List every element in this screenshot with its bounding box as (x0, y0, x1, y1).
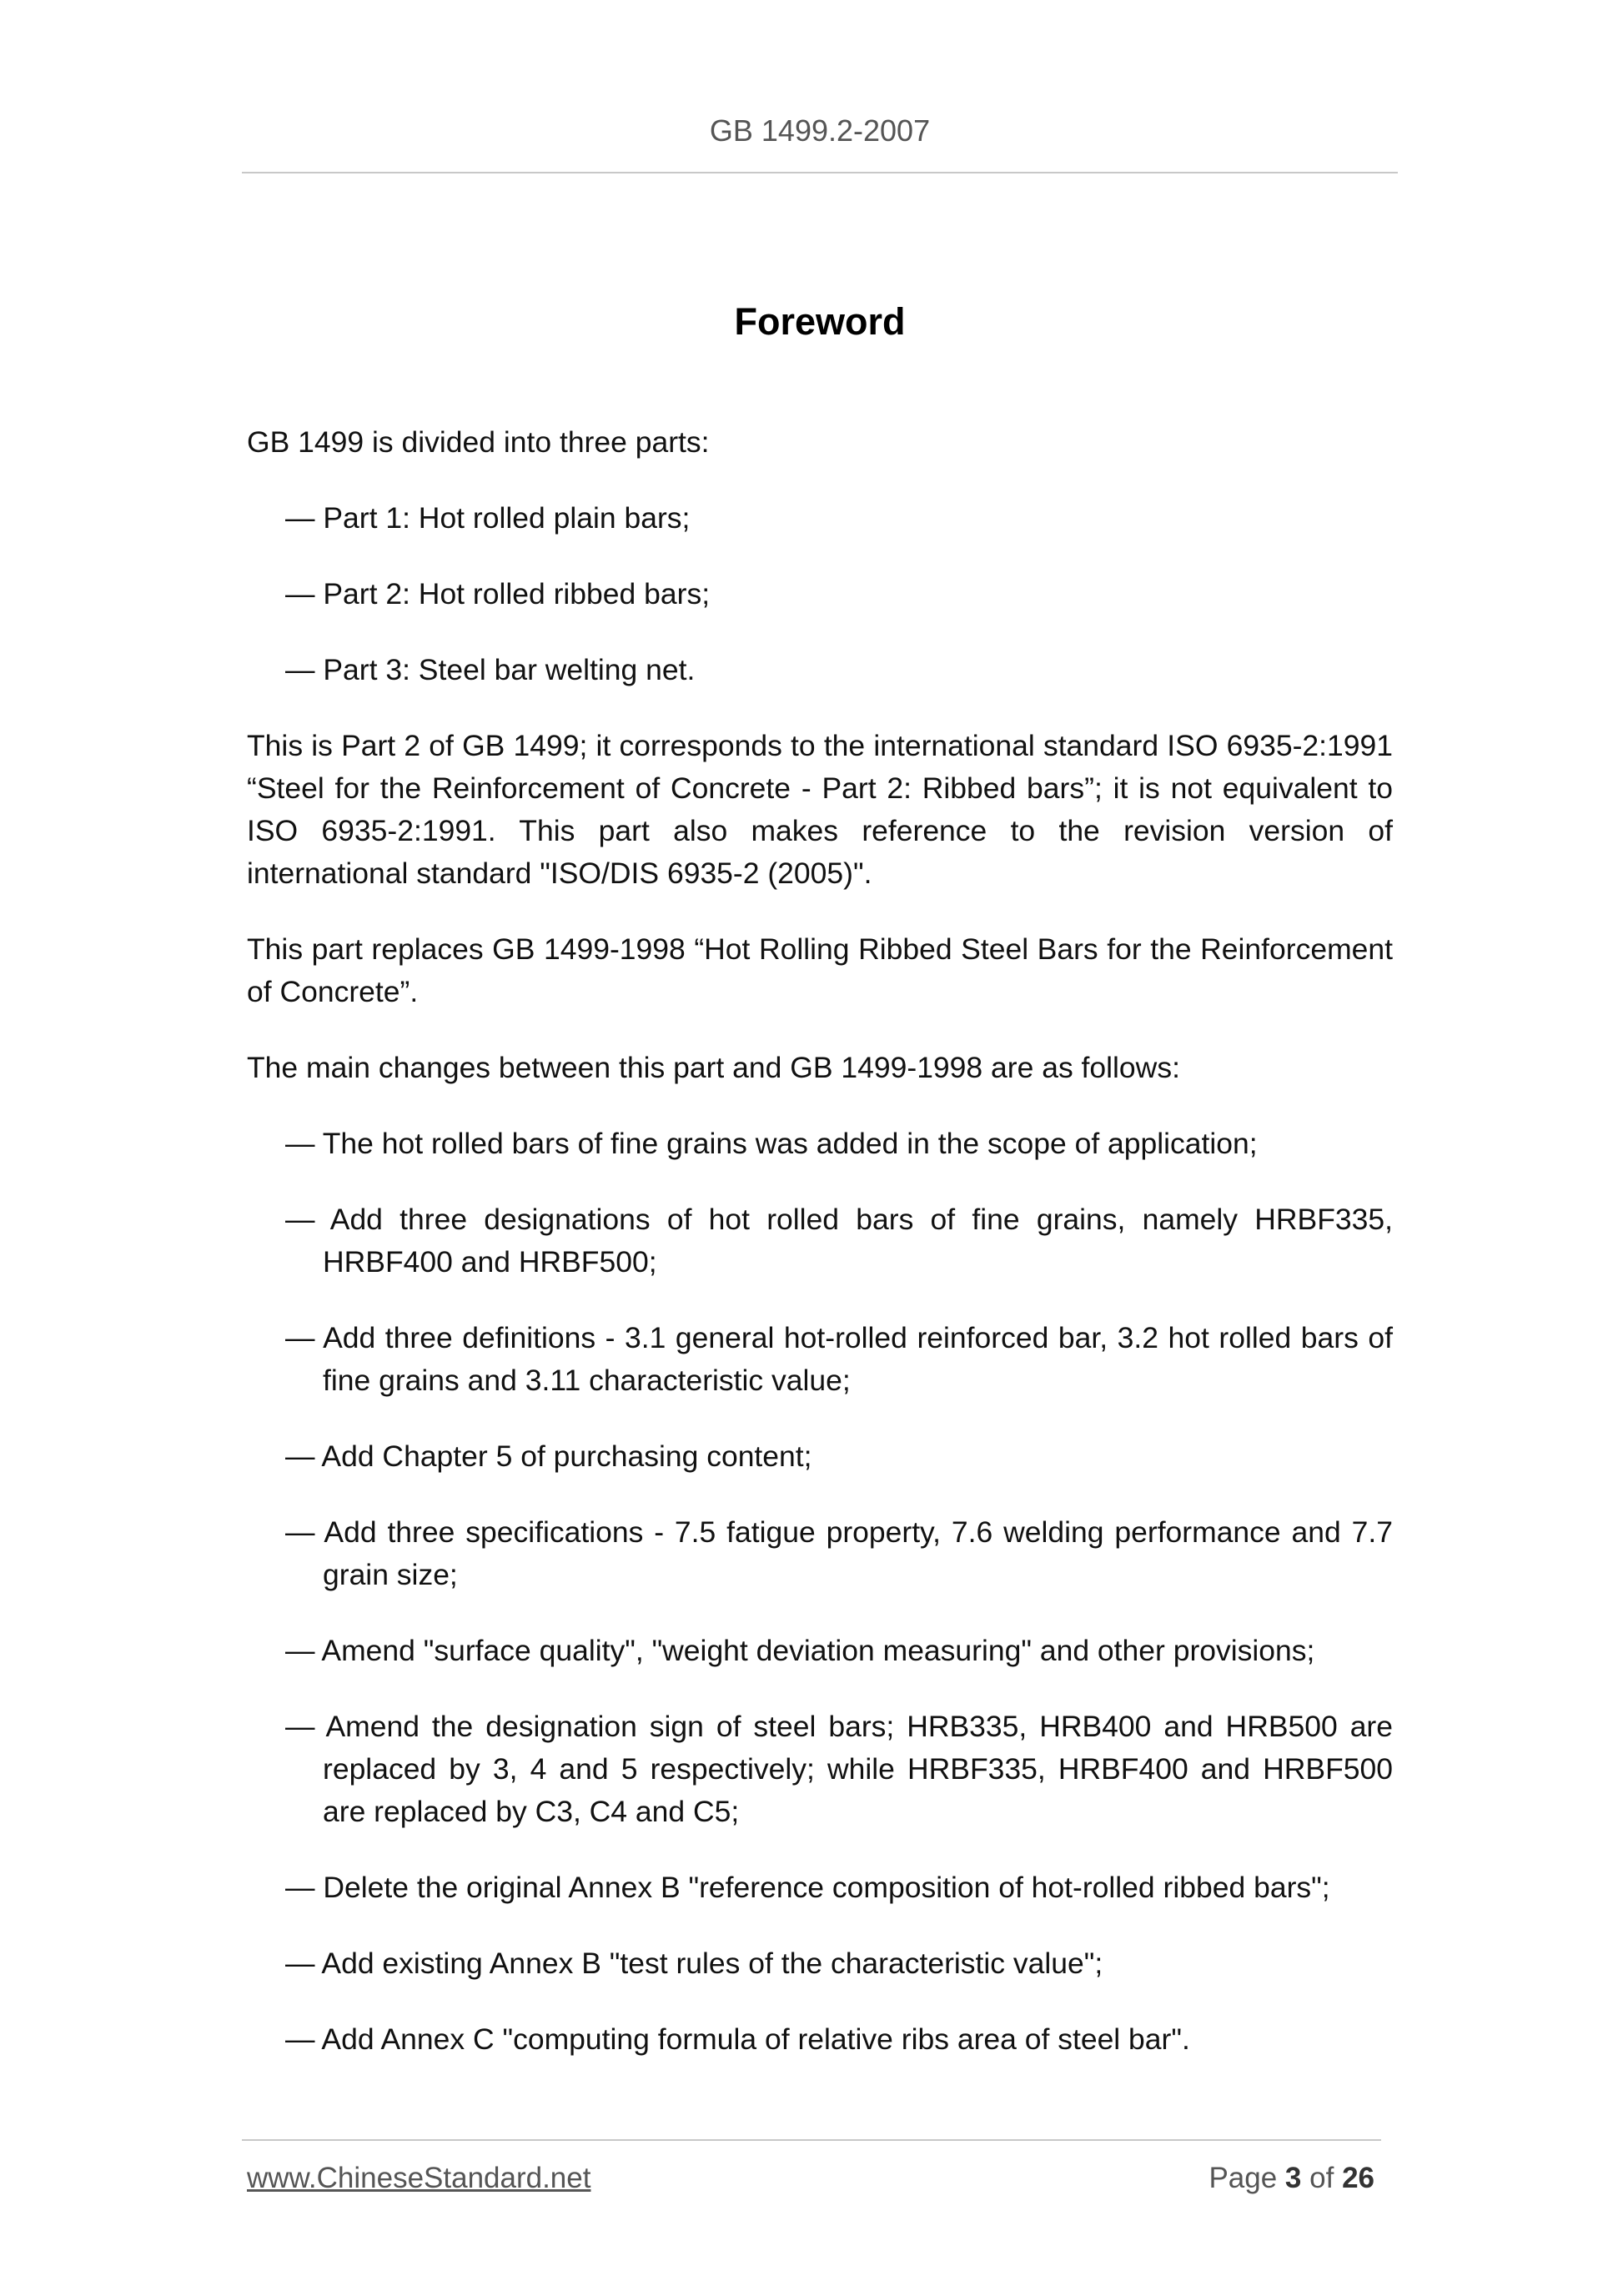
document-body (247, 421, 1393, 2094)
change-list-item: — Add three designations of hot rolled bars of fine grains, namely HRBF335, HRBF400 and HRBF500; (285, 1203, 1393, 1279)
header-divider (242, 172, 1398, 173)
website-link[interactable]: www.ChineseStandard.net (247, 2162, 591, 2194)
change-list-item: — Add Annex C "computing formula of relative ribs area of steel bar". (285, 2022, 1190, 2056)
page-of: of (1309, 2162, 1334, 2194)
page-prefix: Page (1208, 2162, 1278, 2194)
change-list-item: — Add existing Annex B "test rules of the characteristic value"; (285, 1947, 1103, 1980)
change-list-item: — Amend "surface quality", "weight deviation measuring" and other provisions; (285, 1634, 1315, 1667)
intro-paragraph: GB 1499 is divided into three parts: (247, 425, 710, 459)
page-header-standard-code: GB 1499.2-2007 (709, 113, 931, 148)
page-title: Foreword (734, 300, 906, 343)
change-list-item: — Add three definitions - 3.1 general hot-rolled reinforced bar, 3.2 hot rolled bars of fine grains and 3.11 characteristic value; (285, 1321, 1393, 1397)
change-list-item: — The hot rolled bars of fine grains was added in the scope of application; (285, 1127, 1258, 1160)
page-current: 3 (1284, 2162, 1302, 2194)
part-list-item: — Part 2: Hot rolled ribbed bars; (285, 577, 711, 610)
change-list-item: — Add Chapter 5 of purchasing content; (285, 1439, 812, 1473)
replaces-paragraph: This part replaces GB 1499-1998 “Hot Rolling Ribbed Steel Bars for the Reinforcement of Concrete”. (247, 932, 1393, 1008)
changes-intro-paragraph: The main changes between this part and GB 1499-1998 are as follows: (247, 1051, 1180, 1084)
page-number (1208, 2162, 1374, 2195)
part-list-item: — Part 3: Steel bar welting net. (285, 653, 696, 686)
correspondence-paragraph: This is Part 2 of GB 1499; it corresponds to the international standard ISO 6935-2:1991 “Steel for the Reinforcement of Concrete - Part 2: Ribbed bars”; it is not equivalent to ISO 6935-2:1991. This part also makes reference to the revision version of international standard "ISO/DIS 6935-2 (2005)". (247, 729, 1393, 890)
page-total: 26 (1342, 2162, 1374, 2194)
change-list-item: — Amend the designation sign of steel bars; HRB335, HRB400 and HRB500 are replaced by 3, 4 and 5 respectively; while HRBF335, HRBF400 and HRBF500 are replaced by C3, C4 and C5; (285, 1710, 1393, 1828)
change-list-item: — Add three specifications - 7.5 fatigue property, 7.6 welding performance and 7.7 grain size; (285, 1515, 1393, 1591)
part-list-item: — Part 1: Hot rolled plain bars; (285, 501, 691, 535)
change-list-item: — Delete the original Annex B "reference composition of hot-rolled ribbed bars"; (285, 1871, 1330, 1904)
footer-divider (242, 2139, 1381, 2141)
